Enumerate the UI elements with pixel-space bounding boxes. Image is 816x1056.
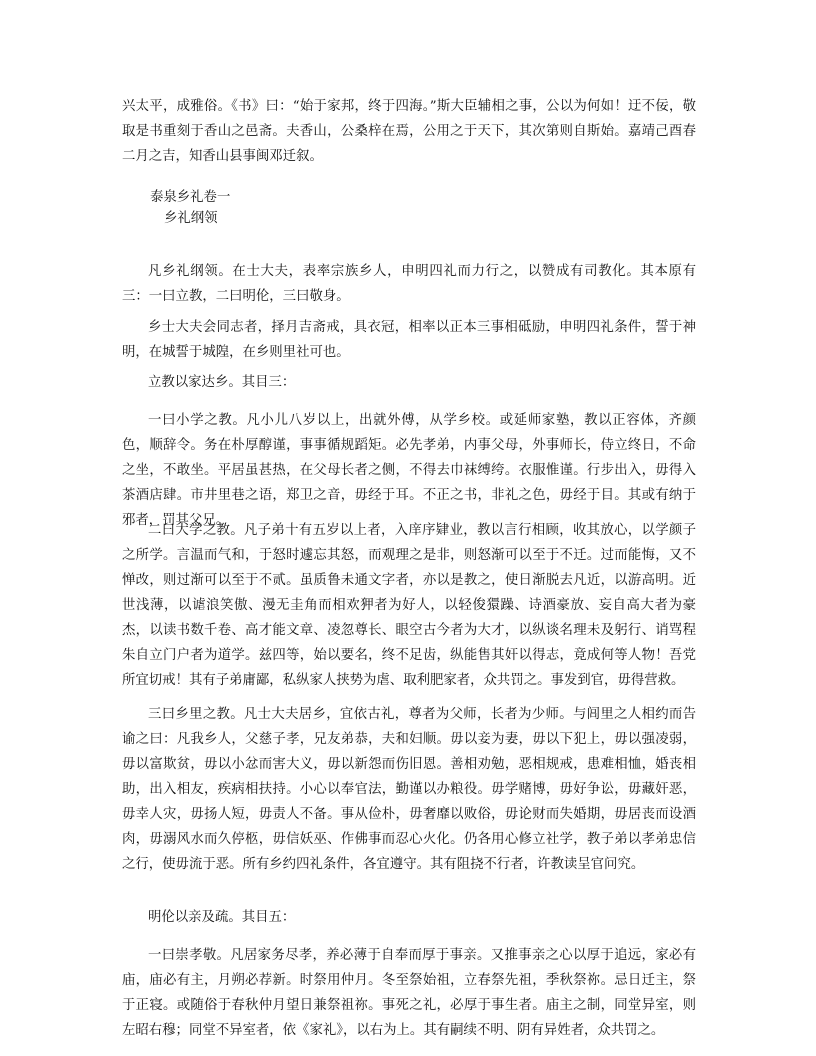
paragraph-clarify-relations: 明伦以亲及疏。其目五： [148, 910, 296, 925]
paragraph-elementary-education: 一曰小学之教。凡小儿八岁以上，出就外傅，从学乡校。或延师家塾，教以正容体，齐颜色，顺辞令。务在朴厚醇谨，事事循规蹈矩。必先孝弟，内事父母，外事师长，侍立终日，不命之坐，不敢坐。平居虽甚热，在父母长者之侧，不得去巾袜缚绔。衣服惟谨。行步出入，毋得入茶酒店肆。市井里巷之语，郑卫之音，毋经于耳。不正之书，非礼之色，毋经于目。其或有纳于邪者，罚其父兄。 [122, 413, 696, 528]
paragraph-village-education: 三曰乡里之教。凡士大夫居乡，宜依古礼，尊者为父师，长者为少师。与闾里之人相约而告谕之曰：凡我乡人，父慈子孝，兄友弟恭，夫和妇顺。毋以妾为妻，毋以下犯上，毋以强凌弱，毋以富欺贫，毋以小忿而害大义，毋以新怨而伤旧恩。善相劝勉，恶相规戒，患难相恤，婚丧相助，出入相友，疾病相扶持。小心以奉官法，勤谨以办粮役。毋学赌博，毋好争讼，毋藏奸恶，毋幸人灾，毋扬人短，毋责人不备。事从俭朴，毋奢靡以败俗，毋论财而失婚期，毋居丧而设酒肉，毋溺风水而久停柩，毋信妖巫、作佛事而忍心火化。仍各用心修立社学，教子弟以孝弟忠信之行，使毋流于恶。所有乡约四礼条件，各宜遵守。其有阻挠不行者，许教读呈官问究。 [122, 707, 696, 872]
paragraph-filial-respect: 一曰崇孝敬。凡居家务尽孝，养必薄于自奉而厚于事亲。又推事亲之心以厚于追远，家必有庙，庙必有主，月朔必荐新。时祭用仲月。冬至祭始祖，立春祭先祖，季秋祭祢。忌日迁主，祭于正寝。或随俗于春秋仲月望日兼祭祖祢。事死之礼，必厚于事生者。庙主之制，同堂异室，则左昭右穆；同堂不异室者，依《家礼》，以右为上。其有嗣续不明、阴有异姓者，众共罚之。 [122, 948, 696, 1038]
paragraph-establish-teaching: 立教以家达乡。其目三： [148, 375, 296, 390]
paragraph-higher-education: 二曰大学之教。凡子弟十有五岁以上者，入庠序肄业，教以言行相顾，收其放心，以学颜子之所学。言温而气和，于怒时遽忘其怒，而观理之是非，则怒渐可以至于不迁。过而能悔，又不惮改，则过渐可以至于不贰。虽质鲁未通文字者，亦以是教之，使日渐脱去凡近，以游高明。近世浅薄，以谑浪笑傲、漫无圭角而相欢狎者为好人，以轻俊獧躁、诗酒豪放、妄自高大者为豪杰，以读书数千卷、高才能文章、凌忽尊长、眼空古今者为大才，以纵谈名理未及躬行、诮骂程朱自立门户者为道学。兹四等，始以要名，终不足齿，纵能售其奸以得志，竟成何等人物！吾党所宜切戒！其有子弟庸鄙，私纵家人挟势为虐、取利肥家者，众共罚之。事发到官，毋得营救。 [122, 523, 696, 688]
paragraph-oath: 乡士大夫会同志者，择月吉斋戒，具衣冠，相率以正本三事相砥励，申明四礼条件，誓于神明，在城誓于城隍，在乡则里社可也。 [122, 320, 696, 360]
preface-closing-paragraph: 兴太平，成雅俗。《书》曰：“始于家邦，终于四海。”斯大臣辅相之事，公以为何如！迂不佞，敬取是书重刻于香山之邑斋。夫香山，公桑梓在焉，公用之于天下，其次第则自斯始。嘉靖己酉春二月之吉，知香山县事闽邓迁叙。 [122, 99, 696, 164]
section-title: 乡礼纲领 [164, 211, 218, 226]
paragraph-outline: 凡乡礼纲领。在士大夫，表率宗族乡人，申明四礼而力行之，以赞成有司教化。其本原有三：一曰立教，二曰明伦，三曰敬身。 [122, 264, 696, 304]
volume-title: 泰泉乡礼卷一 [150, 190, 231, 205]
